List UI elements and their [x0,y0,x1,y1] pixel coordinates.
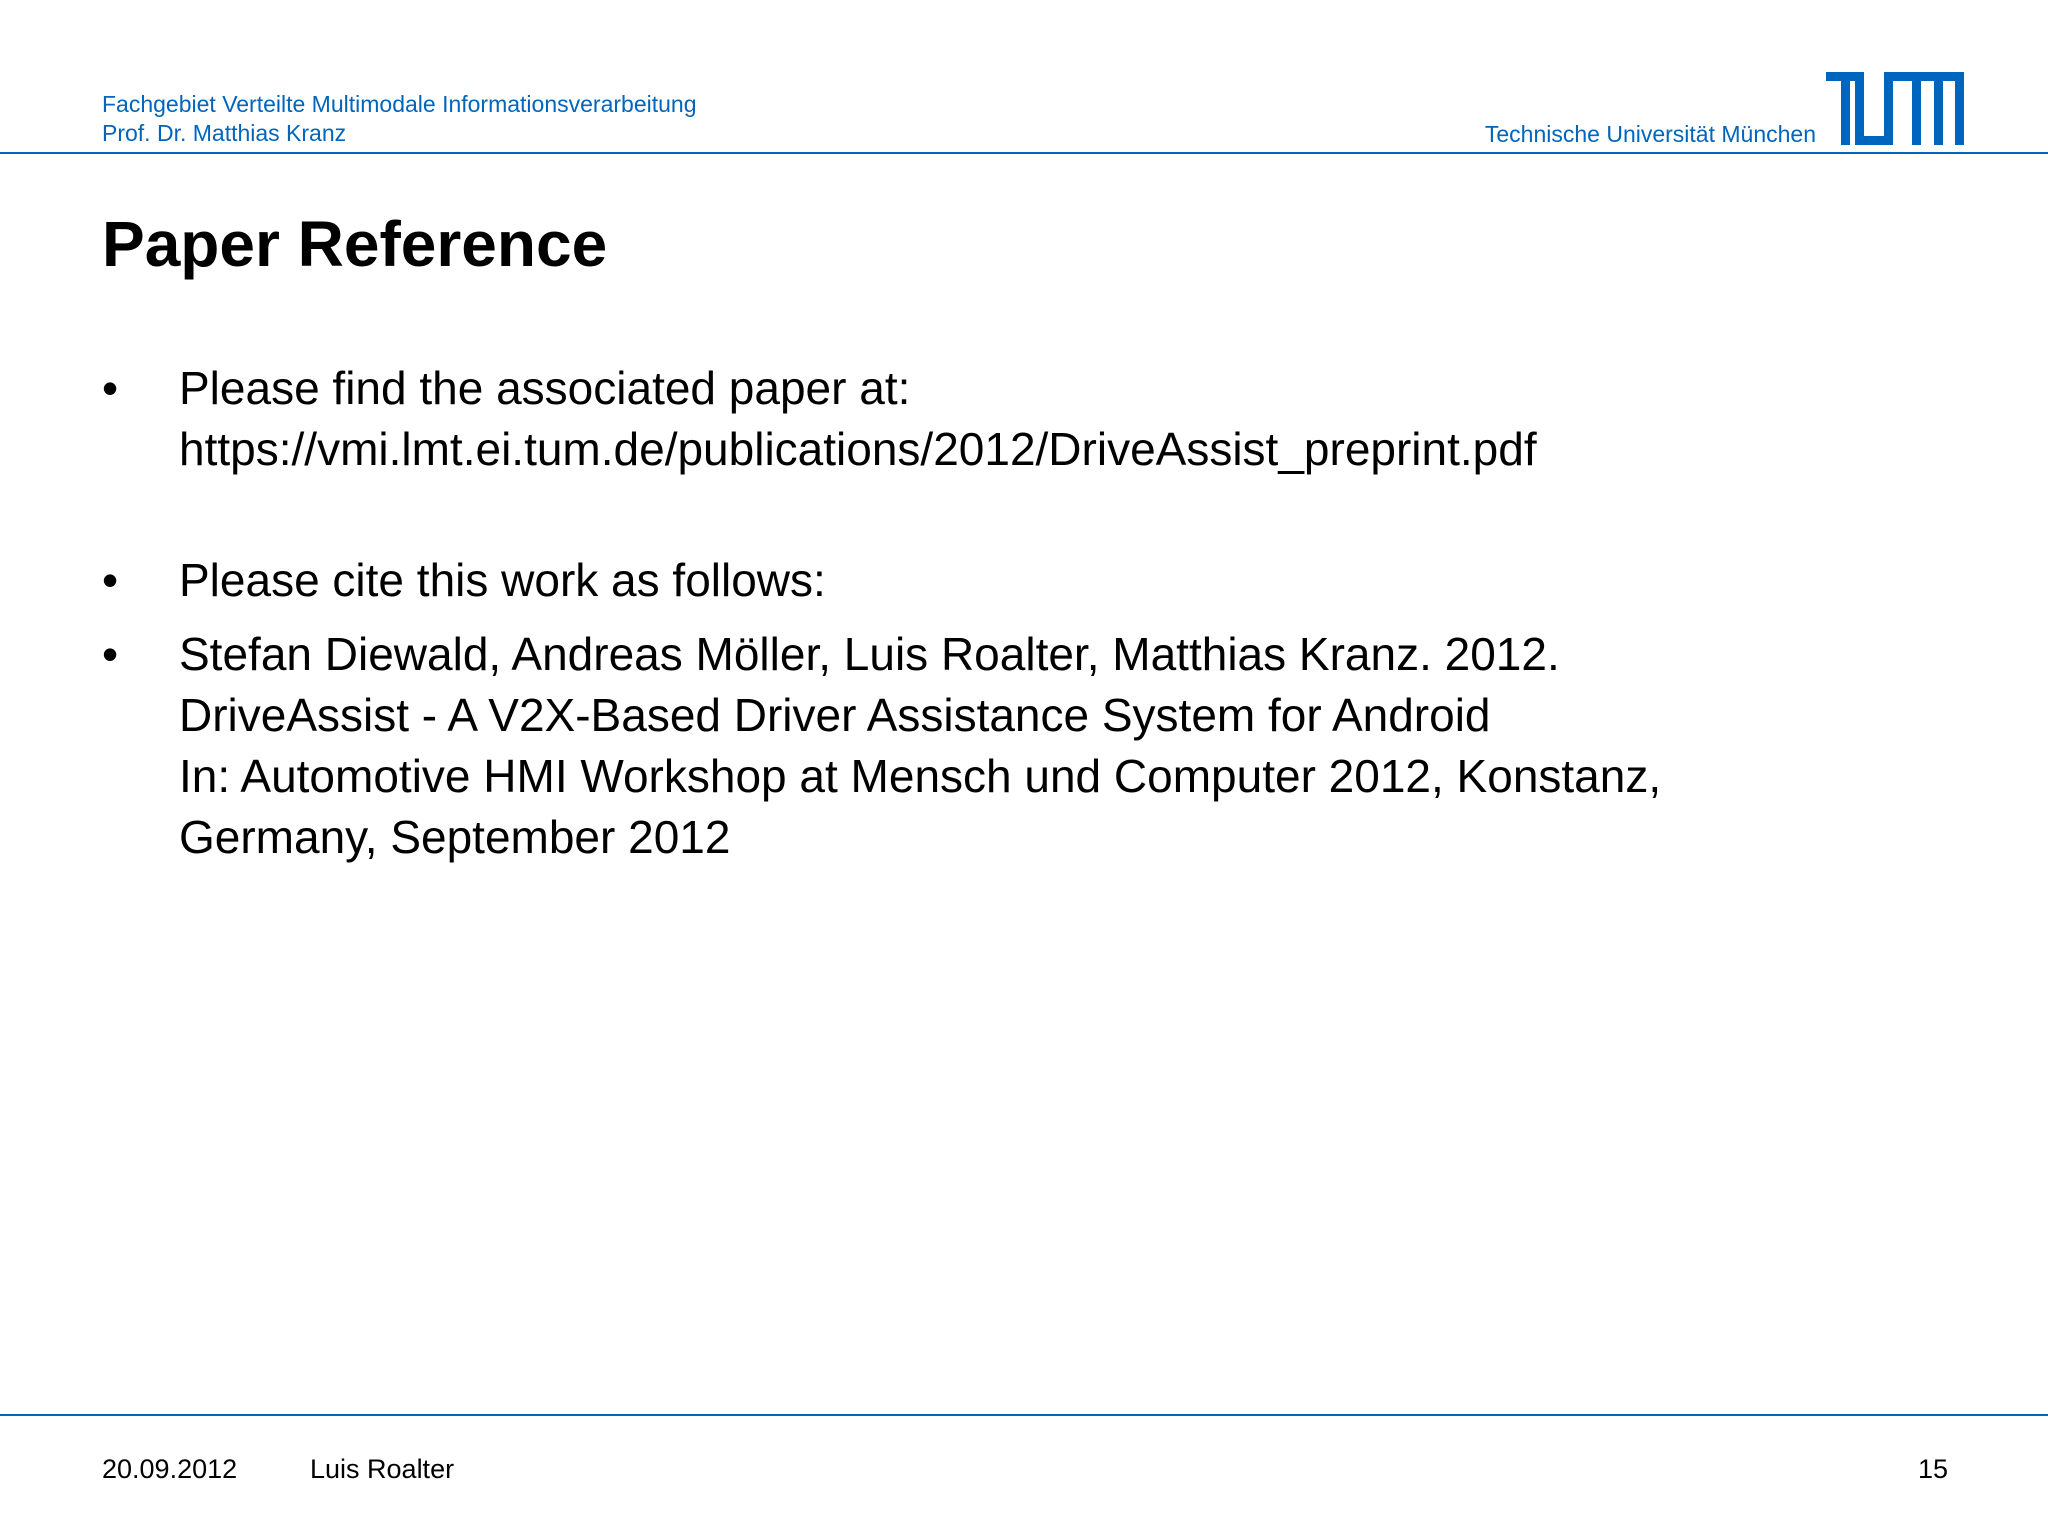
footer-author: Luis Roalter [310,1454,455,1484]
footer-date: 20.09.2012 [102,1454,238,1484]
footer-divider [0,1414,2048,1416]
citation-authors: Stefan Diewald, Andreas Möller, Luis Roalter, Matthias Kranz. 2012. [179,628,1560,680]
university-name: Technische Universität München [1484,121,1816,147]
header-institution [102,90,697,148]
citation-title: DriveAssist - A V2X-Based Driver Assistance System for Android [179,689,1491,741]
bullet-line: Please cite this work as follows: [179,554,826,606]
slide-title: Paper Reference [102,208,608,280]
citation-venue: In: Automotive HMI Workshop at Mensch und Computer 2012, Konstanz, [179,750,1662,802]
bullet-text [179,550,1999,611]
bullet-marker: • [102,362,119,414]
department-name: Fachgebiet Verteilte Multimodale Informationsverarbeitung [102,91,697,117]
tum-logo-icon [1826,72,1964,145]
citation-location-date: Germany, September 2012 [179,811,731,863]
professor-name: Prof. Dr. Matthias Kranz [102,120,347,146]
page-number: 15 [1917,1454,1948,1484]
bullet-marker: • [102,554,119,606]
bullet-text [179,358,1999,480]
bullet-text [179,624,1999,868]
bullet-line: Please find the associated paper at: [179,362,911,414]
bullet-marker: • [102,628,119,680]
paper-url: https://vmi.lmt.ei.tum.de/publications/2012/DriveAssist_preprint.pdf [179,423,1537,475]
header-divider [0,152,2048,154]
